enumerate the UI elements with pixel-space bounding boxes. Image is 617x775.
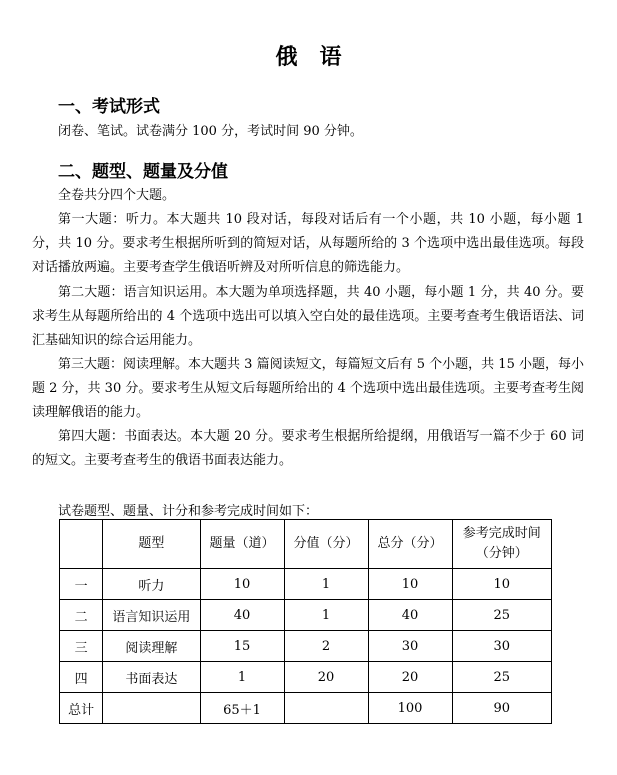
section-heading-question-types: 二、题型、题量及分值 (58, 162, 228, 182)
paragraph-writing: 第四大题：书面表达。本大题 20 分。要求考生根据所给提纲，用俄语写一篇不少于 60 词的短文。主要考查考生的俄语书面表达能力。 (32, 429, 584, 469)
page-title: 俄语 (275, 45, 364, 70)
row-time: 30 (452, 631, 551, 662)
row-total: 20 (368, 662, 452, 693)
paragraph-reading: 第三大题：阅读理解。本大题共 3 篇阅读短文，每篇短文后有 5 个小题，共 15 小题，每小题 2 分，共 30 分。要求考生从短文后每题所给出的 4 个选项中选出最佳选项。主要考查考生阅读理解俄语的能力。 (32, 357, 584, 421)
table-row (60, 600, 552, 631)
table-total-row (60, 693, 552, 724)
row-points: 20 (284, 662, 368, 693)
table-row (60, 631, 552, 662)
row-time: 90 (452, 693, 551, 724)
header-cell-points: 分值（分） (284, 520, 368, 569)
header-cell-time (452, 520, 551, 569)
row-points: 1 (284, 569, 368, 600)
row-type (103, 693, 200, 724)
table-caption: 试卷题型、题量、计分和参考完成时间如下： (58, 504, 319, 519)
row-type: 听力 (103, 569, 200, 600)
row-index: 四 (60, 662, 103, 693)
row-time: 25 (452, 662, 551, 693)
row-count: 40 (200, 600, 284, 631)
row-type: 书面表达 (103, 662, 200, 693)
header-cell-count: 题量（道） (200, 520, 284, 569)
row-total: 100 (368, 693, 452, 724)
row-index: 三 (60, 631, 103, 662)
header-cell-index (60, 520, 103, 569)
header-cell-total: 总分（分） (368, 520, 452, 569)
exam-structure-table (59, 519, 552, 724)
row-count: 10 (200, 569, 284, 600)
row-count: 65＋1 (200, 693, 284, 724)
row-time: 10 (452, 569, 551, 600)
row-total: 40 (368, 600, 452, 631)
row-type: 语言知识运用 (103, 600, 200, 631)
table-row (60, 569, 552, 600)
row-total: 10 (368, 569, 452, 600)
row-index: 总计 (60, 693, 103, 724)
row-time: 25 (452, 600, 551, 631)
section-heading-exam-format: 一、考试形式 (58, 97, 160, 117)
row-type: 阅读理解 (103, 631, 200, 662)
table-header-row (60, 520, 552, 569)
row-index: 一 (60, 569, 103, 600)
header-time-line2: （分钟） (475, 546, 528, 561)
row-points (284, 693, 368, 724)
exam-format-text: 闭卷、笔试。试卷满分 100 分，考试时间 90 分钟。 (58, 124, 363, 139)
paragraph-language-knowledge: 第二大题：语言知识运用。本大题为单项选择题，共 40 小题，每小题 1 分，共 40 分。要求考生从每题所给出的 4 个选项中选出可以填入空白处的最佳选项。主要考查考生俄语语法、词汇基础知识的综合运用能力。 (32, 285, 584, 349)
header-time-line1: 参考完成时间 (462, 526, 541, 541)
row-points: 2 (284, 631, 368, 662)
row-count: 1 (200, 662, 284, 693)
row-points: 1 (284, 600, 368, 631)
header-cell-type: 题型 (103, 520, 200, 569)
row-total: 30 (368, 631, 452, 662)
question-types-intro: 全卷共分四个大题。 (58, 188, 176, 203)
paragraph-listening: 第一大题：听力。本大题共 10 段对话，每段对话后有一个小题，共 10 小题，每小题 1 分，共 10 分。要求考生根据所听到的简短对话，从每题所给的 3 个选项中选出最佳选项。每段对话播放两遍。主要考查学生俄语听辨及对所听信息的筛选能力。 (32, 212, 584, 276)
row-count: 15 (200, 631, 284, 662)
table-row (60, 662, 552, 693)
row-index: 二 (60, 600, 103, 631)
